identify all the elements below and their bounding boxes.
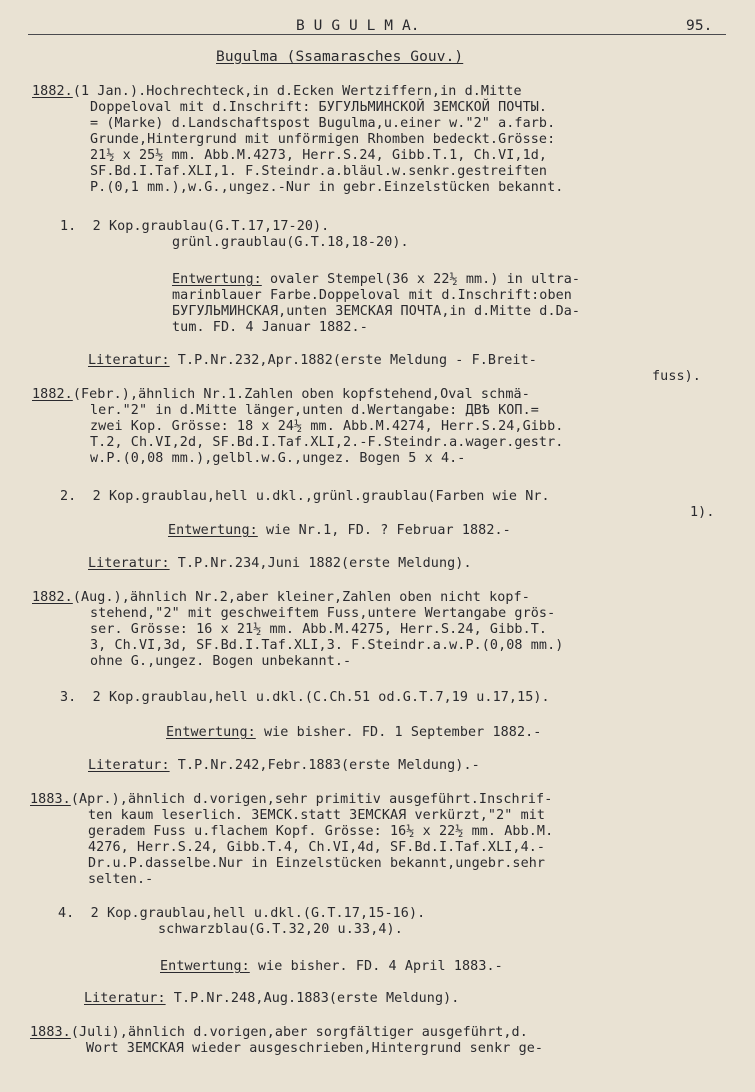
entry-text-line: Dr.u.P.dasselbe.Nur in Einzelstücken bekannt,ungebr.sehr [88,856,546,871]
entry-text-line: w.P.(0,08 mm.),gelbl.w.G.,ungez. Bogen 5 x 4.- [90,451,466,466]
entry-text-line: Wort ЗЕМСКАЯ wieder ausgeschrieben,Hintergrund senkr ge- [86,1041,544,1056]
stamp-line: 1. 2 Kop.graublau(G.T.17,17-20). [60,219,330,234]
entry-text-line: stehend,"2" mit geschweiftem Fuss,untere Wertangabe grös- [90,606,556,621]
entry-text-line: ser. Grösse: 16 x 21½ mm. Abb.M.4275, Herr.S.24, Gibb.T. [90,622,548,637]
literature-line: Literatur: T.P.Nr.248,Aug.1883(erste Meldung). [84,991,460,1006]
entry-text-line: ten kaum leserlich. ЗЕМСК.statt ЗЕМСКАЯ verkürzt,"2" mit [88,808,546,823]
entry-year: 1882. [32,387,73,402]
entry-text-line: zwei Kop. Grösse: 18 x 24½ mm. Abb.M.4274, Herr.S.24,Gibb. [90,419,564,434]
cancel-label: Entwertung: [160,959,250,974]
cancel-label: Entwertung: [166,725,256,740]
cancel-line: Entwertung: wie bisher. FD. 4 April 1883.- [160,959,503,974]
entry-text-line: = (Marke) d.Landschaftspost Bugulma,u.einer w."2" a.farb. [90,116,556,131]
stamp-line: schwarzblau(G.T.32,20 u.33,4). [158,922,403,937]
entry-text-line: Doppeloval mit d.Inschrift: БУГУЛЬМИНСКОЙ ЗЕМСКОЙ ПОЧТЫ. [90,100,548,115]
stamp-line: 4. 2 Kop.graublau,hell u.dkl.(G.T.17,15-16). [58,906,426,921]
entry-year: 1883. [30,792,71,807]
literature-label: Literatur: [88,556,170,571]
cancel-label: Entwertung: [172,272,262,287]
literature-label: Literatur: [84,991,166,1006]
entry-year: 1882. [32,590,73,605]
literature-line: Literatur: T.P.Nr.234,Juni 1882(erste Meldung). [88,556,472,571]
entry-text-line: 4276, Herr.S.24, Gibb.T.4, Ch.VI,4d, SF.Bd.I.Taf.XLI,4.- [88,840,546,855]
entry-text-line: T.2, Ch.VI,2d, SF.Bd.I.Taf.XLI,2.-F.Steindr.a.wager.gestr. [90,435,564,450]
entry-year: 1883. [30,1025,71,1040]
entry-text-line: P.(0,1 mm.),w.G.,ungez.-Nur in gebr.Einzelstücken bekannt. [90,180,564,195]
entry-text-line: selten.- [88,872,154,887]
entry-text-line: 21½ x 25½ mm. Abb.M.4273, Herr.S.24, Gibb.T.1, Ch.VI,1d, [90,148,548,163]
entry-text-line: 1882.(Aug.),ähnlich Nr.2,aber kleiner,Zahlen oben nicht kopf- [32,590,530,605]
stamp-line: 2. 2 Kop.graublau,hell u.dkl.,grünl.graublau(Farben wie Nr. [60,489,550,504]
literature-label: Literatur: [88,758,170,773]
header-rule [28,34,726,35]
entry-text-line: 1882.(Febr.),ähnlich Nr.1.Zahlen oben kopfstehend,Oval schmä- [32,387,530,402]
cancel-line: Entwertung: wie Nr.1, FD. ? Februar 1882.- [168,523,511,538]
entry-text-line: geradem Fuss u.flachem Kopf. Grösse: 16½ x 22½ mm. Abb.M. [88,824,554,839]
cancel-line: БУГУЛЬМИНСКАЯ,unten ЗЕМСКАЯ ПОЧТА,in d.Mitte d.Da- [172,304,581,319]
page-number: 95. [686,18,713,34]
entry-text-line: SF.Bd.I.Taf.XLI,1. F.Steindr.a.bläul.w.senkr.gestreiften [90,164,548,179]
entry-text-line: Grunde,Hintergrund mit unförmigen Rhomben bedeckt.Grösse: [90,132,556,147]
running-head: B U G U L M A. [296,18,420,34]
cancel-label: Entwertung: [168,523,258,538]
entry-text-line: ler."2" in d.Mitte länger,unten d.Wertangabe: ДВѢ КОП.= [90,403,539,418]
cancel-line: Entwertung: wie bisher. FD. 1 September 1882.- [166,725,542,740]
cancel-line: marinblauer Farbe.Doppeloval mit d.Inschrift:oben [172,288,572,303]
cancel-line: Entwertung: ovaler Stempel(36 x 22½ mm.) in ultra- [172,272,581,287]
literature-line: fuss). [652,369,701,384]
section-title: Bugulma (Ssamarasches Gouv.) [216,49,464,65]
entry-year: 1882. [32,84,73,99]
stamp-line: 1). [690,505,715,520]
entry-text-line: 1883.(Juli),ähnlich d.vorigen,aber sorgfältiger ausgeführt,d. [30,1025,528,1040]
literature-line: Literatur: T.P.Nr.242,Febr.1883(erste Meldung).- [88,758,480,773]
cancel-line: tum. FD. 4 Januar 1882.- [172,320,368,335]
entry-text-line: 1882.(1 Jan.).Hochrechteck,in d.Ecken Wertziffern,in d.Mitte [32,84,522,99]
entry-text-line: 3, Ch.VI,3d, SF.Bd.I.Taf.XLI,3. F.Steindr.a.w.P.(0,08 mm.) [90,638,564,653]
literature-line: Literatur: T.P.Nr.232,Apr.1882(erste Meldung - F.Breit- [88,353,537,368]
entry-text-line: 1883.(Apr.),ähnlich d.vorigen,sehr primitiv ausgeführt.Inschrif- [30,792,553,807]
entry-text-line: ohne G.,ungez. Bogen unbekannt.- [90,654,352,669]
literature-label: Literatur: [88,353,170,368]
stamp-line: grünl.graublau(G.T.18,18-20). [172,235,409,250]
stamp-line: 3. 2 Kop.graublau,hell u.dkl.(C.Ch.51 od.G.T.7,19 u.17,15). [60,690,550,705]
